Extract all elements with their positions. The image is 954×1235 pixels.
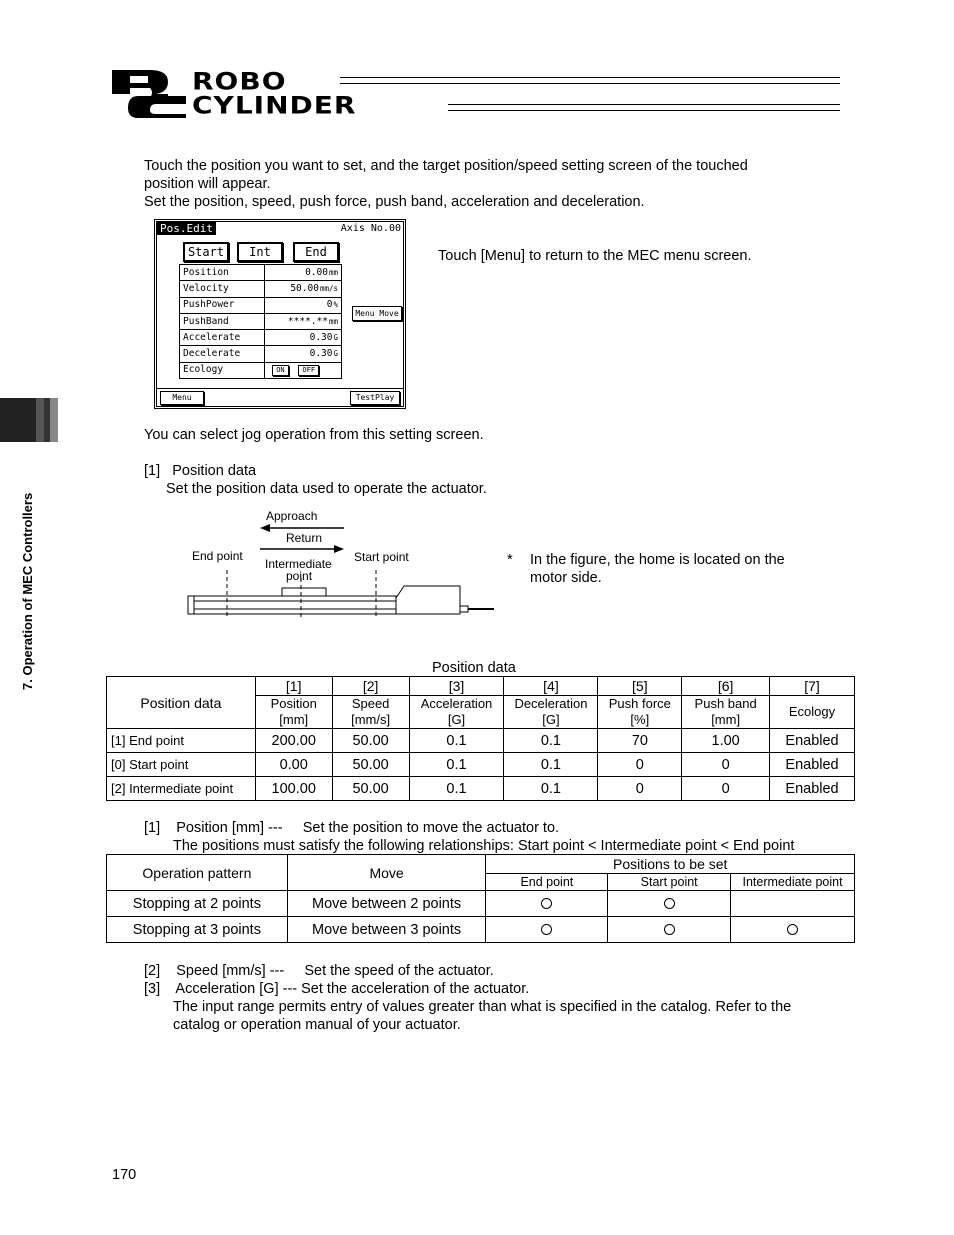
ecology-off-button[interactable]: OFF	[298, 365, 319, 376]
column-name	[504, 696, 598, 729]
screen-row-label: Position	[180, 265, 265, 281]
screen-row	[180, 297, 342, 313]
screen-row-value: 0.30	[309, 348, 333, 360]
diagram-drawing	[186, 506, 506, 621]
mark-cell	[608, 917, 731, 943]
move-cell: Move between 3 points	[287, 917, 486, 943]
table-row	[107, 753, 855, 777]
logo	[110, 68, 850, 120]
row-label: [2] Intermediate point	[107, 777, 256, 801]
table-cell: 100.00	[255, 777, 332, 801]
circle-mark-icon	[664, 924, 675, 935]
row-label: [1] End point	[107, 729, 256, 753]
diagram-note-star: *	[507, 552, 513, 568]
screen-row-value-cell[interactable]	[265, 330, 342, 346]
item-3-line-3: catalog or operation manual of your actuator.	[173, 1017, 461, 1033]
screen-row-unit: mm/s	[319, 283, 338, 293]
screen-values-table	[179, 264, 342, 379]
operation-pattern-table	[106, 854, 855, 943]
column-name-line-1: Deceleration	[514, 696, 588, 711]
start-point-header: Start point	[608, 874, 731, 891]
intro-line-3: Set the position, speed, push force, push band, acceleration and deceleration.	[144, 194, 645, 210]
column-name-line-1: Speed	[351, 696, 390, 711]
screen-row-unit: mm	[328, 267, 338, 277]
screen-row-label: PushBand	[180, 313, 265, 329]
header-rule-top-b	[340, 83, 840, 84]
table-cell: 50.00	[332, 753, 409, 777]
position-table-row-header: Position data	[107, 677, 256, 729]
section-1-heading: [1] Position data	[144, 463, 257, 479]
screen-row-value-cell[interactable]	[265, 265, 342, 281]
table-cell: 0.1	[409, 777, 504, 801]
int-button[interactable]: Int	[237, 242, 283, 262]
screen-row-unit: G	[333, 332, 338, 342]
screen-bottom-bar	[156, 388, 404, 407]
item-1-line-2: The positions must satisfy the following relationships: Start point < Intermediate point < End point	[173, 838, 795, 854]
screen-title: Pos.Edit	[157, 222, 216, 235]
screen-row-value-cell[interactable]	[265, 313, 342, 329]
column-name-line-1: Ecology	[788, 704, 836, 719]
column-name-line-1: Push force	[608, 696, 671, 711]
section-1-desc: Set the position data used to operate the actuator.	[166, 481, 487, 497]
pattern-cell: Stopping at 2 points	[107, 891, 288, 917]
screen-row-label: PushPower	[180, 297, 265, 313]
table-cell: 0.1	[409, 729, 504, 753]
column-number: [1]	[255, 677, 332, 696]
logo-cylinder: CYLINDER	[192, 91, 357, 120]
circle-mark-icon	[664, 898, 675, 909]
ecology-on-button[interactable]: ON	[272, 365, 288, 376]
row-label: [0] Start point	[107, 753, 256, 777]
table-cell: 0	[682, 777, 770, 801]
column-name	[255, 696, 332, 729]
circle-mark-icon	[541, 898, 552, 909]
menu-move-button[interactable]: Menu Move	[352, 306, 402, 321]
chapter-tab	[0, 398, 58, 442]
table-cell: Enabled	[770, 777, 855, 801]
screen-row-value-cell[interactable]	[265, 297, 342, 313]
page-number: 170	[112, 1167, 137, 1183]
item-1-line-1: [1] Position [mm] --- Set the position to move the actuator to.	[144, 820, 560, 836]
table-cell: 70	[598, 729, 682, 753]
table-row	[107, 917, 855, 943]
mark-cell	[486, 891, 608, 917]
jog-note: You can select jog operation from this setting screen.	[144, 427, 484, 443]
mark-cell	[608, 891, 731, 917]
mark-cell	[731, 891, 855, 917]
screen-row-label: Decelerate	[180, 346, 265, 362]
ecology-label: Ecology	[180, 362, 265, 378]
screen-row	[180, 265, 342, 281]
item-3-line-2: The input range permits entry of values greater than what is specified in the catalog. Refer to the	[173, 999, 792, 1015]
screen-row-value: 0	[326, 299, 333, 311]
start-button[interactable]: Start	[183, 242, 229, 262]
screen-row-value: 0.00	[305, 266, 328, 278]
end-point-label: End point	[192, 549, 243, 563]
table-cell: 0.1	[504, 777, 598, 801]
diagram-note-line-2: motor side.	[530, 570, 602, 586]
column-name-line-2: [mm/s]	[351, 712, 391, 727]
approach-label: Approach	[266, 509, 318, 523]
screen-row-label: Velocity	[180, 281, 265, 297]
column-name-line-1: Push band	[694, 696, 757, 711]
column-name-line-2: [%]	[630, 712, 650, 727]
table-cell: 50.00	[332, 729, 409, 753]
rc-logo-mark	[110, 68, 188, 120]
screen-row	[180, 313, 342, 329]
screen-row-unit: mm	[328, 316, 338, 326]
header-rule-bottom-b	[448, 110, 840, 111]
screen-row	[180, 330, 342, 346]
table-cell: Enabled	[770, 753, 855, 777]
ecology-row	[180, 362, 342, 378]
screen-row-value: ****.**	[287, 315, 328, 327]
column-number: [6]	[682, 677, 770, 696]
screen-row-value-cell[interactable]	[265, 346, 342, 362]
table-cell: Enabled	[770, 729, 855, 753]
table-cell: 1.00	[682, 729, 770, 753]
column-name-line-2: [mm]	[711, 712, 741, 727]
screen-row	[180, 281, 342, 297]
table-cell: 0.1	[504, 753, 598, 777]
pattern-header: Operation pattern	[107, 855, 288, 891]
screen-row-label: Accelerate	[180, 330, 265, 346]
mark-cell	[486, 917, 608, 943]
column-number: [2]	[332, 677, 409, 696]
column-name-line-2: [mm]	[279, 712, 309, 727]
screen-row-value-cell[interactable]	[265, 281, 342, 297]
testplay-button[interactable]: TestPlay	[350, 391, 400, 405]
item-3-line-1: [3] Acceleration [G] --- Set the acceleration of the actuator.	[144, 981, 530, 997]
pattern-cell: Stopping at 3 points	[107, 917, 288, 943]
table-cell: 0.00	[255, 753, 332, 777]
column-name	[409, 696, 504, 729]
column-name-line-1: Acceleration	[420, 696, 493, 711]
screen-row-value: 0.30	[309, 331, 333, 343]
table-cell: 200.00	[255, 729, 332, 753]
move-header: Move	[287, 855, 486, 891]
position-data-table	[106, 676, 855, 801]
move-cell: Move between 2 points	[287, 891, 486, 917]
table-cell: 50.00	[332, 777, 409, 801]
table-cell: 0	[598, 777, 682, 801]
return-label: Return	[286, 531, 323, 545]
column-name-line-2: [G]	[447, 712, 466, 727]
positions-header: Positions to be set	[486, 855, 855, 874]
column-name	[770, 696, 855, 729]
table-row	[107, 777, 855, 801]
screen-row-unit: %	[333, 300, 338, 310]
logo-robo: ROBO	[192, 67, 287, 96]
intermediate-point-header: Intermediate point	[731, 874, 855, 891]
header-rule-bottom-a	[448, 104, 840, 105]
table-cell: 0	[682, 753, 770, 777]
chapter-label: 7. Operation of MEC Controllers	[20, 492, 35, 690]
table-row	[107, 891, 855, 917]
column-name-line-1: Position	[270, 696, 317, 711]
screen-row-value: 50.00	[290, 282, 319, 294]
intro-line-2: position will appear.	[144, 176, 271, 192]
circle-mark-icon	[541, 924, 552, 935]
diagram-note-line-1: In the figure, the home is located on the	[530, 552, 785, 568]
column-name	[598, 696, 682, 729]
column-number: [7]	[770, 677, 855, 696]
table-cell: 0.1	[504, 729, 598, 753]
end-point-header: End point	[486, 874, 608, 891]
end-button[interactable]: End	[293, 242, 339, 262]
screen-row-unit: G	[333, 349, 338, 359]
intro-line-1: Touch the position you want to set, and the target position/speed setting screen of the touched	[144, 158, 748, 174]
start-point-label: Start point	[354, 550, 409, 564]
header-rule-top-a	[340, 77, 840, 78]
column-name-line-2: [G]	[542, 712, 560, 727]
screen-row	[180, 346, 342, 362]
pos-edit-screen	[154, 219, 406, 409]
column-number: [3]	[409, 677, 504, 696]
column-name	[682, 696, 770, 729]
circle-mark-icon	[787, 924, 798, 935]
intermediate-label-2: point	[286, 569, 313, 583]
column-number: [5]	[598, 677, 682, 696]
actuator-diagram	[186, 506, 506, 621]
column-number: [4]	[504, 677, 598, 696]
item-2: [2] Speed [mm/s] --- Set the speed of the actuator.	[144, 963, 494, 979]
table-row	[107, 729, 855, 753]
table-cell: 0.1	[409, 753, 504, 777]
menu-button[interactable]: Menu	[160, 391, 204, 405]
table-cell: 0	[598, 753, 682, 777]
menu-return-note: Touch [Menu] to return to the MEC menu screen.	[438, 248, 752, 264]
position-table-caption: Position data	[432, 660, 516, 676]
axis-number: Axis No.00	[340, 223, 401, 234]
column-name	[332, 696, 409, 729]
mark-cell	[731, 917, 855, 943]
intermediate-label-1: Intermediate	[265, 557, 332, 571]
